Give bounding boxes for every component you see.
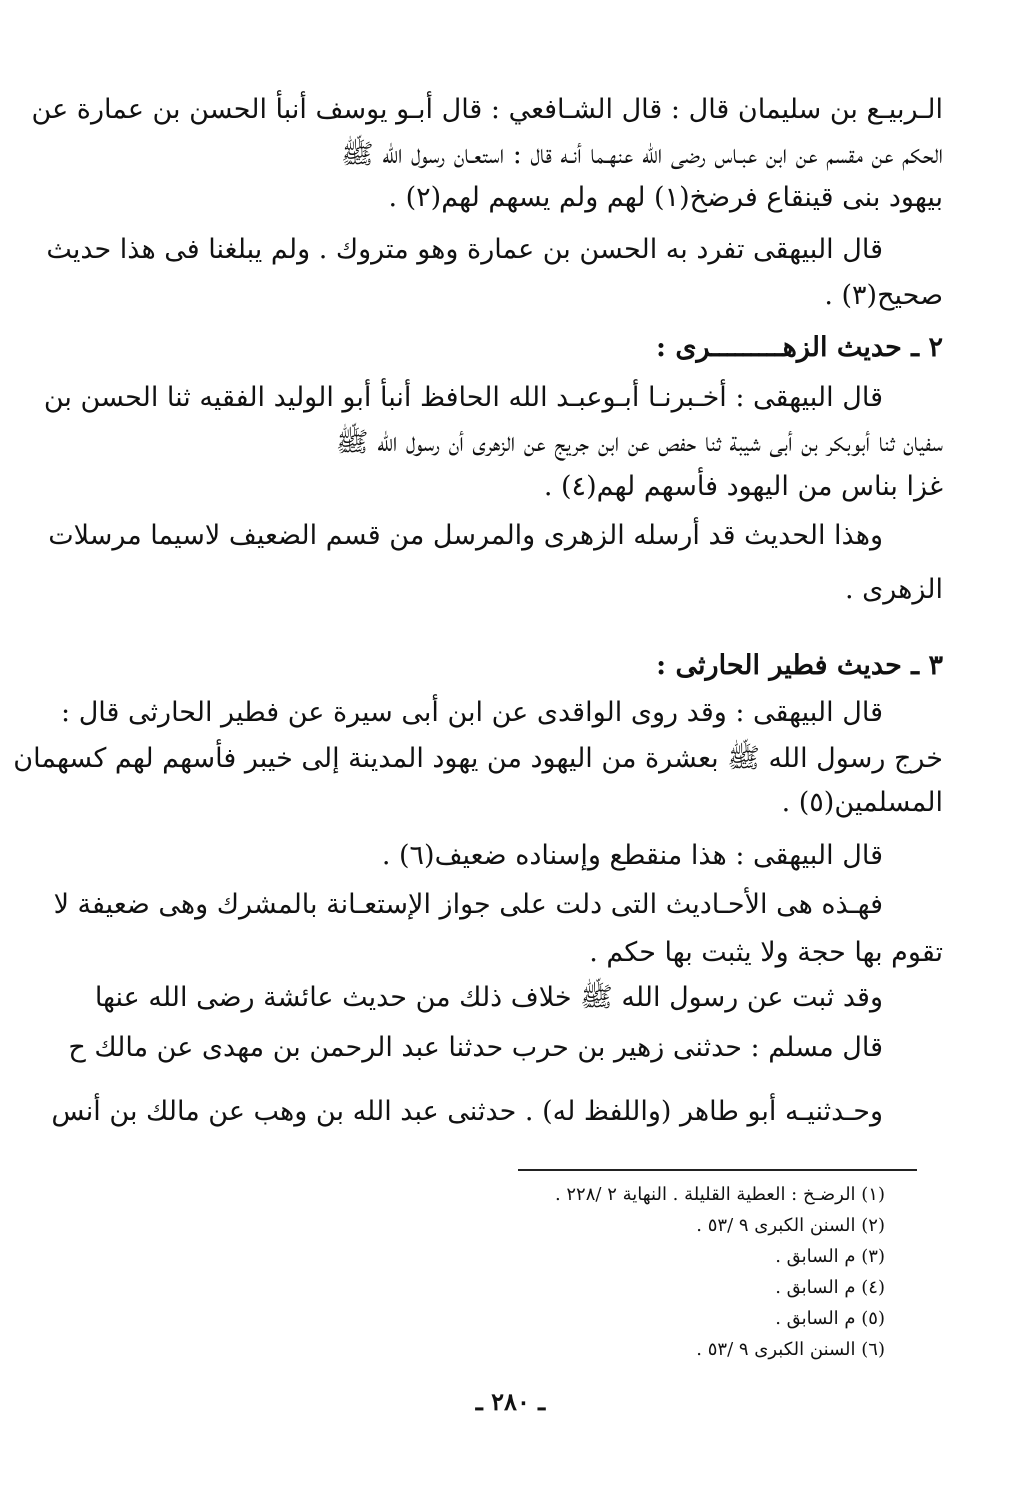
page-number: ـ ٢٨٠ ـ [475,1387,546,1416]
text-line: صحيح(٣) . [824,280,943,311]
footnote-2: (٢) السنن الكبرى ٩ /٥٣ . [696,1215,885,1236]
text-line: تقوم بها حجة ولا يثبت بها حكم . [589,937,943,968]
heading-text: ٢ ـ حديث الزهـــــــــرى : [656,332,943,363]
heading-text: ٣ ـ حديث فطير الحارثى : [656,650,943,681]
footnote-6: (٦) السنن الكبرى ٩ /٥٣ . [696,1339,885,1360]
text-line: بيهود بنى قينقاع فرضخ(١) لهم ولم يسهم لهم(٢) . [388,182,943,213]
text-line: الحكم عن مقسم عن ابن عبـاس رضى الله عنهـما أنـه قال : استعـان رسول الله ﷺ [341,139,943,170]
text-line: غزا بناس من اليهود فأسهم لهم(٤) . [543,471,943,502]
text-line: وحـدثنيـه أبو طاهر (واللفظ له) . حدثنى عبد الله بن وهب عن مالك بن أنس [51,1096,883,1127]
text-line: فهـذه هى الأحـاديث التى دلت على جواز الإستعـانة بالمشرك وهى ضعيفة لا [53,889,883,920]
footnote-3: (٣) م السابق . [775,1246,885,1267]
text-line: سفيان ثنا أبوبكر بن أبى شيبة ثنا حفص عن ابن جريج عن الزهرى أن رسول الله ﷺ [335,427,943,458]
text-line: قال البيهقى : وقد روى الواقدى عن ابن أبى سيرة عن فطير الحارثى قال : [61,697,883,728]
footnote-divider [518,1169,917,1171]
text-line: الزهرى . [844,574,943,605]
footnote-5: (٥) م السابق . [775,1308,885,1329]
text-line: خرج رسول الله ﷺ بعشرة من اليهود من يهود المدينة إلى خيبر فأسهم لهم كسهمان [13,743,943,774]
text-line: قال البيهقى : أخـبرنـا أبـوعبـد الله الحافظ أنبأ أبو الوليد الفقيه ثنا الحسن بن [43,382,883,413]
footnote-4: (٤) م السابق . [775,1277,885,1298]
text-line: قال البيهقى : هذا منقطع وإسناده ضعيف(٦) . [381,840,883,871]
text-line: المسلمين(٥) . [781,787,943,818]
text-line: قال مسلم : حدثنى زهير بن حرب حدثنا عبد الرحمن بن مهدى عن مالك ح [68,1032,883,1063]
text-line: الـربيـع بن سليمان قال : قال الشـافعي : قال أبـو يوسف أنبأ الحسن بن عمارة عن [31,94,943,125]
text-line: قال البيهقى تفرد به الحسن بن عمارة وهو متروك . ولم يبلغنا فى هذا حديث [46,234,883,265]
text-line: وقد ثبت عن رسول الله ﷺ خلاف ذلك من حديث عائشة رضى الله عنها [94,982,883,1013]
text-line: وهذا الحديث قد أرسله الزهرى والمرسل من قسم الضعيف لاسيما مرسلات [48,520,883,551]
footnote-1: (١) الرضـخ : العطية القليلة . النهاية ٢ /٢٢٨ . [554,1184,885,1205]
